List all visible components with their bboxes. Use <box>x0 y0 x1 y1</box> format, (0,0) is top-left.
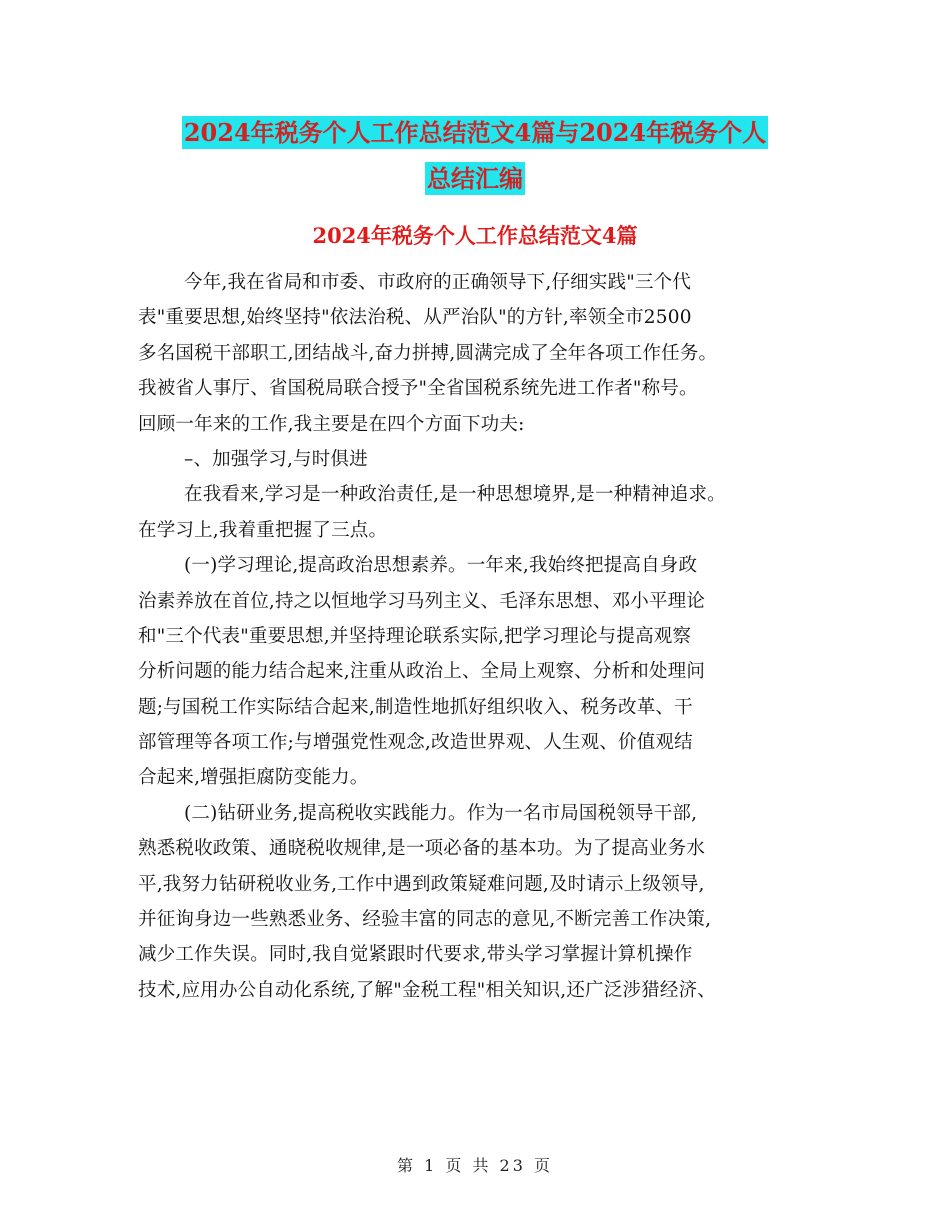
title-line-2: 总结汇编 <box>427 164 523 193</box>
body-line: 在学习上,我着重把握了三点。 <box>138 519 388 541</box>
body-line: 我被省人事厅、省国税局联合授予"全省国税系统先进工作者"称号。 <box>138 378 698 400</box>
body-line: –、加强学习,与时俱进 <box>184 448 368 470</box>
body-line: 今年,我在省局和市委、市政府的正确领导下,仔细实践"三个代 <box>184 272 692 293</box>
body-line: 在我看来,学习是一种政治责任,是一种思想境界,是一种精神追求。 <box>184 484 726 506</box>
body-line: 分析问题的能力结合起来,注重从政治上、全局上观察、分析和处理问 <box>138 661 706 683</box>
body-line: 并征询身边一些熟悉业务、经验丰富的同志的意见,不断完善工作决策, <box>138 909 712 931</box>
body-line: 技术,应用办公自动化系统,了解"金税工程"相关知识,还广泛涉猎经济、 <box>138 979 716 1001</box>
body-line: 治素养放在首位,持之以恒地学习马列主义、毛泽东思想、邓小平理论 <box>138 590 706 612</box>
body-line: (一)学习理论,提高政治思想素养。一年来,我始终把提高自身政 <box>184 555 698 577</box>
title-line-1: 2024年税务个人工作总结范文4篇与2024年税务个人 <box>183 118 767 147</box>
body-line: 表"重要思想,始终坚持"依法治税、从严治队"的方针,率领全市2500 <box>138 307 692 329</box>
body-line: 部管理等各项工作;与增强党性观念,改造世界观、人生观、价值观结 <box>138 732 693 754</box>
body-line: 回顾一年来的工作,我主要是在四个方面下功夫: <box>138 413 525 435</box>
body-line: 和"三个代表"重要思想,并坚持理论联系实际,把学习理论与提高观察 <box>138 625 692 647</box>
body-line: 题;与国税工作实际结合起来,制造性地抓好组织收入、税务改革、干 <box>138 696 693 718</box>
body-line: 减少工作失误。同时,我自觉紧跟时代要求,带头学习掌握计算机操作 <box>138 944 693 966</box>
body-line: 熟悉税收政策、通晓税收规律,是一项必备的基本功。为了提高业务水 <box>138 838 706 860</box>
body-line: 多名国税干部职工,团结战斗,奋力拼搏,圆满完成了全年各项工作任务。 <box>138 342 718 364</box>
document-body <box>138 265 838 1008</box>
body-line: 平,我努力钻研税收业务,工作中遇到政策疑难问题,及时请示上级领导, <box>138 873 705 895</box>
section-subtitle: 2024年税务个人工作总结范文4篇 <box>312 223 638 248</box>
body-line: (二)钻研业务,提高税收实践能力。作为一名市局国税领导干部, <box>184 802 698 824</box>
page-footer: 第 1 页 共 23 页 <box>397 1156 553 1175</box>
body-line: 合起来,增强拒腐防变能力。 <box>138 767 369 789</box>
document-title <box>0 110 950 202</box>
